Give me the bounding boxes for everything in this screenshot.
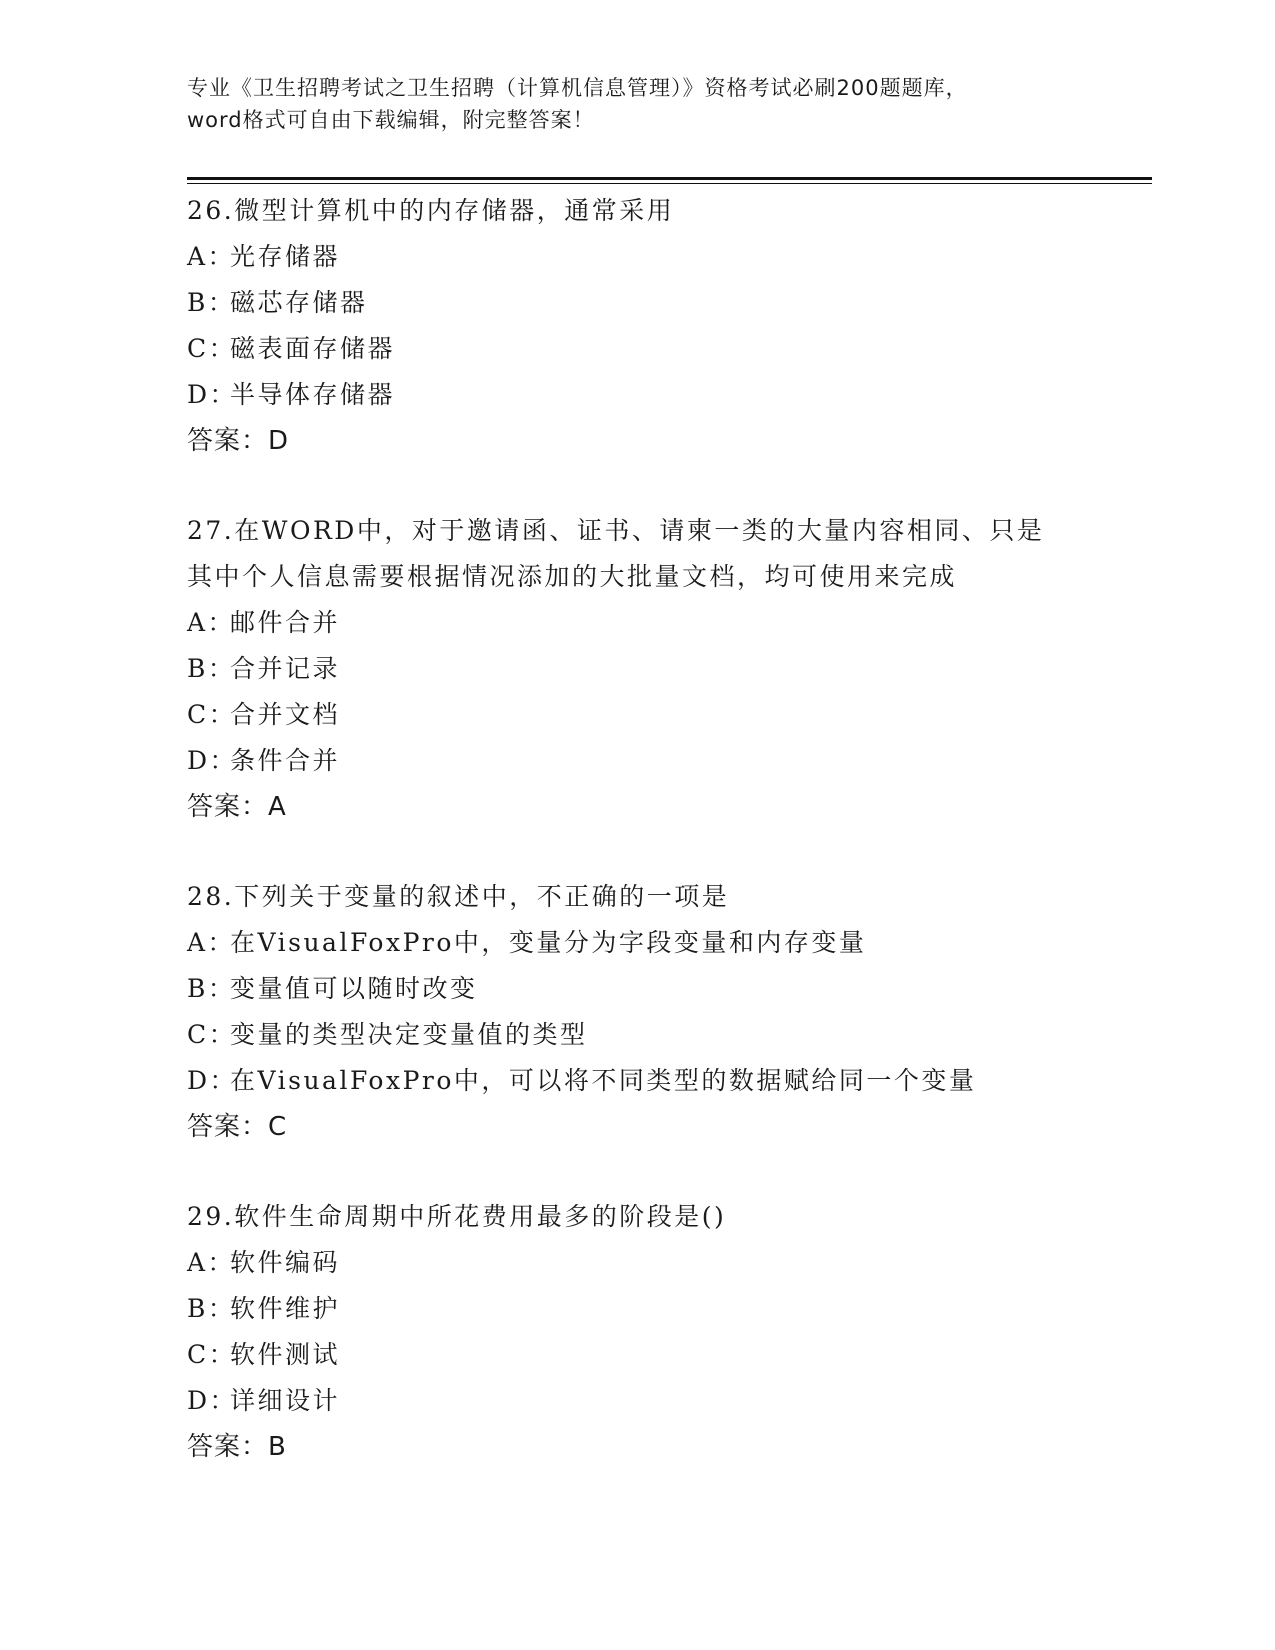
option-text: 半导体存储器 [230,380,396,409]
option-letter: D： [187,1386,238,1415]
option-text: 详细设计 [230,1386,341,1415]
question-stem: 27.在WORD中，对于邀请函、证书、请柬一类的大量内容相同、只是 [187,516,1045,545]
option-letter: D： [187,746,238,775]
option-row [187,1058,1087,1104]
option-text: 在VisualFoxPro中，可以将不同类型的数据赋给同一个变量 [230,1066,977,1095]
question-block [187,1194,1087,1470]
option-text: 软件测试 [230,1340,341,1369]
option-row [187,280,1087,326]
option-row [187,1332,1087,1378]
header-line-2: word格式可自由下载编辑，附完整答案！ [187,108,595,132]
option-row [187,692,1087,738]
answer-label: 答案： [187,426,269,456]
header-divider-thick [187,177,1152,180]
option-text: 邮件合并 [230,608,341,637]
answer-line [187,1424,1087,1470]
option-letter: D： [187,380,238,409]
option-letter: B： [187,288,236,317]
answer-value: C [268,1112,288,1142]
option-row [187,1378,1087,1424]
question-stem: 28.下列关于变量的叙述中，不正确的一项是 [187,882,730,911]
option-text: 合并文档 [230,700,341,729]
option-row [187,738,1087,784]
option-letter: C： [187,1020,237,1049]
option-row [187,1240,1087,1286]
option-text: 变量值可以随时改变 [230,974,478,1003]
option-text: 变量的类型决定变量值的类型 [230,1020,588,1049]
option-row [187,646,1087,692]
option-letter: C： [187,334,237,363]
option-text: 软件编码 [230,1248,341,1277]
answer-value: B [268,1432,287,1462]
option-row [187,1286,1087,1332]
document-header [187,72,1087,136]
option-letter: C： [187,700,237,729]
answer-label: 答案： [187,1432,269,1462]
question-stem: 29.软件生命周期中所花费用最多的阶段是() [187,1202,727,1231]
option-row [187,600,1087,646]
option-letter: B： [187,974,236,1003]
answer-value: D [268,426,290,456]
answer-value: A [268,792,287,822]
question-stem: 其中个人信息需要根据情况添加的大批量文档，均可使用来完成 [187,562,958,591]
answer-label: 答案： [187,1112,269,1142]
question-stem: 26.微型计算机中的内存储器，通常采用 [187,196,675,225]
answer-line [187,784,1087,830]
option-text: 磁表面存储器 [230,334,396,363]
option-letter: A： [187,1248,236,1277]
option-letter: C： [187,1340,237,1369]
answer-line [187,1104,1087,1150]
answer-label: 答案： [187,792,269,822]
option-letter: A： [187,242,236,271]
question-list [187,188,1087,1514]
option-text: 光存储器 [230,242,341,271]
option-text: 软件维护 [230,1294,341,1323]
option-row [187,1012,1087,1058]
header-line-1: 专业《卫生招聘考试之卫生招聘（计算机信息管理）》资格考试必刷200题题库， [187,76,968,100]
option-text: 在VisualFoxPro中，变量分为字段变量和内存变量 [230,928,867,957]
option-text: 条件合并 [230,746,341,775]
option-letter: B： [187,1294,236,1323]
option-row [187,372,1087,418]
option-letter: B： [187,654,236,683]
option-letter: A： [187,928,236,957]
question-block [187,874,1087,1150]
option-row [187,326,1087,372]
option-row [187,234,1087,280]
option-text: 合并记录 [230,654,341,683]
option-row [187,920,1087,966]
answer-line [187,418,1087,464]
question-block [187,508,1087,830]
option-letter: A： [187,608,236,637]
option-letter: D： [187,1066,238,1095]
question-block [187,188,1087,464]
header-divider-thin [187,183,1152,184]
option-text: 磁芯存储器 [230,288,368,317]
option-row [187,966,1087,1012]
